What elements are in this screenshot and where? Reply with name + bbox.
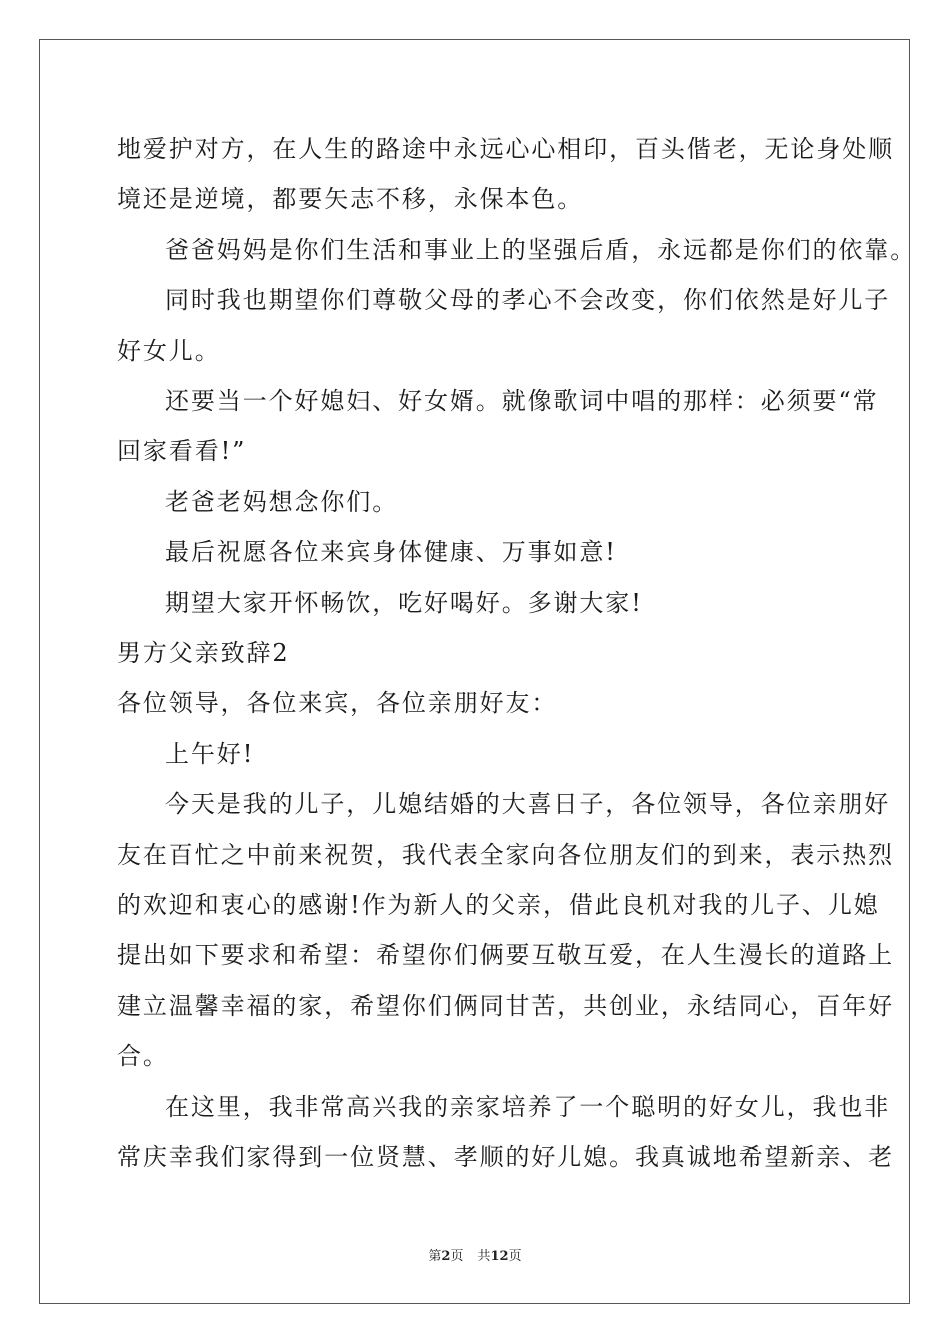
text-line: 在这里，我非常高兴我的亲家培养了一个聪明的好女儿，我也非 xyxy=(165,1092,891,1121)
footer-total-prefix: 共 xyxy=(477,1249,491,1264)
text-line: 建立温馨幸福的家，希望你们俩同甘苦，共创业，永结同心，百年好 xyxy=(117,991,894,1020)
text-line: 老爸老妈想念你们。 xyxy=(165,487,399,516)
text-line: 最后祝愿各位来宾身体健康、万事如意! xyxy=(165,538,617,567)
text-line: 的欢迎和衷心的感谢!作为新人的父亲，借此良机对我的儿子、儿媳 xyxy=(117,891,880,919)
text-line: 男方父亲致辞2 xyxy=(117,639,290,667)
text-line: 回家看看!” xyxy=(117,437,247,466)
text-line: 今天是我的儿子，儿媳结婚的大喜日子，各位领导，各位亲朋好 xyxy=(165,790,891,819)
footer-prefix: 第 xyxy=(428,1249,442,1264)
text-line: 好女儿。 xyxy=(117,336,221,365)
text-line: 地爱护对方，在人生的路途中永远心心相印，百头偕老，无论身处顺 xyxy=(117,135,894,163)
footer-page-number: 2 xyxy=(441,1249,451,1264)
text-line: 爸爸妈妈是你们生活和事业上的坚强后盾，永远都是你们的依靠。 xyxy=(165,235,917,264)
text-line: 各位领导，各位来宾，各位亲朋好友： xyxy=(117,689,558,718)
text-line: 期望大家开怀畅饮，吃好喝好。多谢大家! xyxy=(165,588,643,617)
footer-page-suffix: 页 xyxy=(450,1249,464,1264)
text-line: 常庆幸我们家得到一位贤慧、孝顺的好儿媳。我真诚地希望新亲、老 xyxy=(117,1143,894,1171)
text-line: 合。 xyxy=(117,1042,169,1071)
text-line: 境还是逆境，都要矢志不移，永保本色。 xyxy=(117,185,584,214)
text-line: 上午好! xyxy=(165,739,255,768)
footer-total-suffix: 页 xyxy=(508,1249,522,1264)
text-line: 同时我也期望你们尊敬父母的孝心不会改变，你们依然是好儿子 xyxy=(165,286,891,315)
footer-total-pages: 12 xyxy=(490,1249,509,1264)
text-line: 还要当一个好媳妇、好女婿。就像歌词中唱的那样：必须要“常 xyxy=(165,387,879,415)
text-line: 提出如下要求和希望：希望你们俩要互敬互爱，在人生漫长的道路上 xyxy=(117,941,894,970)
page-footer xyxy=(0,1248,950,1266)
text-line: 友在百忙之中前来祝贺，我代表全家向各位朋友们的到来，表示热烈 xyxy=(117,840,894,869)
